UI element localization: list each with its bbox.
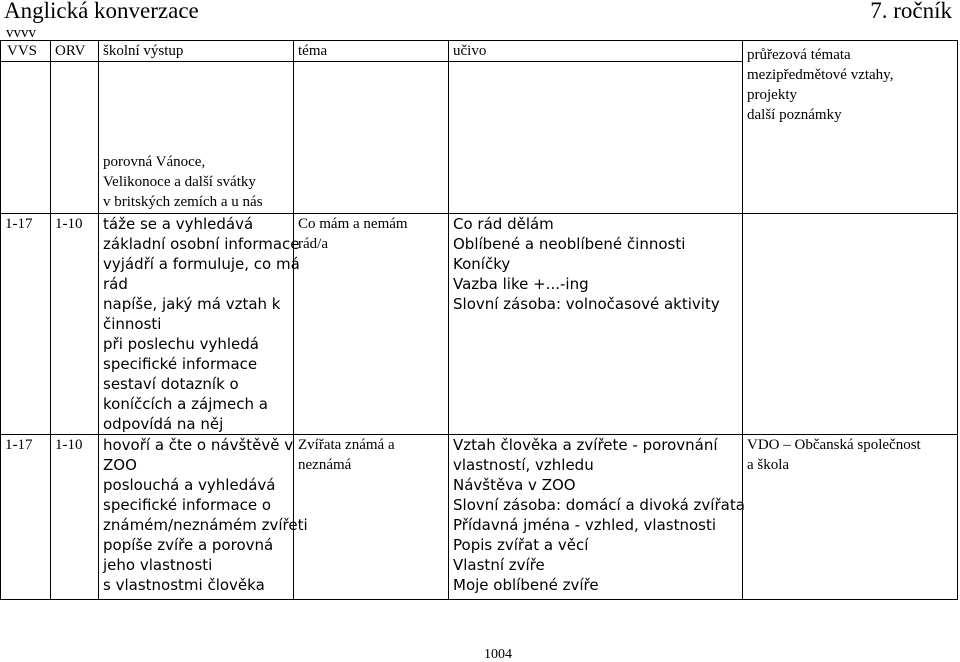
document-title: Anglická konverzace: [4, 0, 199, 23]
content-line: Slovní zásoba: volnočasové aktivity: [453, 295, 720, 313]
column-header-topic: téma: [294, 41, 449, 62]
column-header-orv: ORV: [51, 41, 99, 62]
content-cell: [449, 214, 743, 435]
output-line: napíše, jaký má vztah k: [103, 295, 281, 313]
output-line: odpovídá na něj: [103, 415, 224, 433]
output-line: jeho vlastnosti: [103, 556, 213, 574]
content-line: Koníčky: [453, 255, 511, 273]
cross-header-line: průřezová témata: [747, 47, 851, 63]
topic-cell: [294, 435, 449, 600]
output-line: při poslechu vyhledá: [103, 335, 259, 353]
output-line: Velikonoce a další svátky: [103, 174, 256, 190]
header-row: [1, 41, 958, 62]
curriculum-table: [0, 40, 958, 600]
output-line: táže se a vyhledává: [103, 215, 254, 233]
content-line: Vlastní zvíře: [453, 556, 545, 574]
output-line: sestaví dotazník o: [103, 375, 239, 393]
cross-line: VDO – Občanská společnost: [747, 437, 921, 453]
output-line: s vlastnostmi člověka: [103, 576, 265, 594]
table-row: [1, 214, 958, 435]
content-line: Vazba like +...-ing: [453, 275, 589, 293]
intro-output-cell: [99, 62, 294, 214]
output-line: hovoří a čte o návštěvě v: [103, 436, 294, 454]
orv-cell: 1-10: [51, 435, 99, 600]
cross-cell: [743, 435, 958, 600]
content-line: Co rád dělám: [453, 215, 554, 233]
cross-line: a škola: [747, 457, 790, 473]
output-line: činnosti: [103, 315, 162, 333]
grade-label: 7. ročník: [870, 0, 952, 23]
orv-cell: 1-10: [51, 214, 99, 435]
table-row: [1, 435, 958, 600]
output-line: koníčcích a zájmech a: [103, 395, 268, 413]
content-cell: [449, 435, 743, 600]
topic-cell: [294, 214, 449, 435]
subtitle: vvvv: [6, 25, 36, 41]
output-cell: [99, 435, 308, 600]
output-cell: [99, 214, 300, 435]
output-line: porovná Vánoce,: [103, 154, 206, 170]
topic-line: Co mám a nemám: [298, 216, 408, 232]
content-line: Přídavná jména - vzhled, vlastnosti: [453, 516, 717, 534]
output-line: rád: [103, 275, 128, 293]
column-header-content: učivo: [449, 41, 743, 62]
vvs-cell: 1-17: [1, 214, 51, 435]
cross-header-line: mezipředmětové vztahy,: [747, 67, 894, 83]
content-line: Slovní zásoba: domácí a divoká zvířata: [453, 496, 745, 514]
output-line: poslouchá a vyhledává: [103, 476, 276, 494]
topic-line: rád/a: [298, 236, 328, 252]
content-line: vlastností, vzhledu: [453, 456, 594, 474]
column-header-output: školní výstup: [99, 41, 294, 62]
page-number: 1004: [484, 647, 512, 662]
cross-header-line: projekty: [747, 87, 797, 103]
topic-line: neznámá: [298, 457, 352, 473]
vvs-cell: 1-17: [1, 435, 51, 600]
topic-line: Zvířata známá a: [298, 437, 395, 453]
output-line: vyjádří a formuluje, co má: [103, 255, 300, 273]
content-line: Vztah člověka a zvířete - porovnání: [453, 436, 718, 454]
output-line: specifické informace: [103, 355, 258, 373]
content-line: Návštěva v ZOO: [453, 476, 576, 494]
content-line: Popis zvířat a věcí: [453, 536, 589, 554]
content-line: Moje oblíbené zvíře: [453, 576, 599, 594]
output-line: v britských zemích a u nás: [103, 194, 263, 210]
output-line: základní osobní informace: [103, 235, 300, 253]
cross-cell: [743, 214, 958, 435]
column-header-cross: [743, 41, 958, 214]
cross-header-line: další poznámky: [747, 107, 842, 123]
output-line: známém/neznámém zvířeti: [103, 516, 308, 534]
output-line: ZOO: [103, 456, 137, 474]
content-line: Oblíbené a neoblíbené činnosti: [453, 235, 686, 253]
column-header-vvs: VVS: [1, 41, 51, 62]
output-line: popíše zvíře a porovná: [103, 536, 274, 554]
output-line: specifické informace o: [103, 496, 272, 514]
